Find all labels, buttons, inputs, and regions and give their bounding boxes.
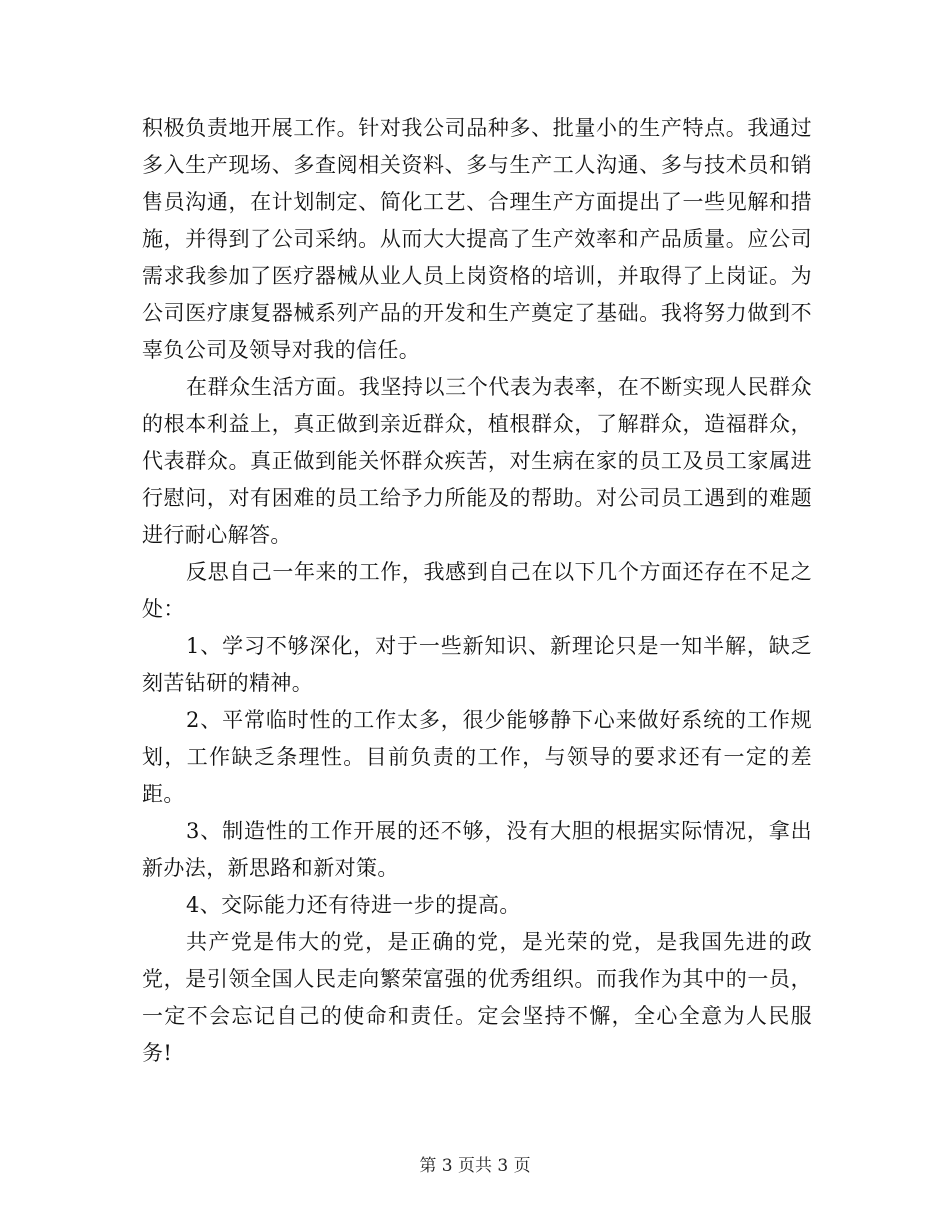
- page-footer-number: 第 3 页共 3 页: [419, 1156, 531, 1176]
- paragraph-work-performance: 积极负责地开展工作。针对我公司品种多、批量小的生产特点。我通过多入生产现场、多查阅相关资料、多与生产工人沟通、多与技术员和销售员沟通，在计划制定、简化工艺、合理生产方面提出了一些见解和措施，并得到了公司采纳。从而大大提高了生产效率和产品质量。应公司需求我参加了医疗器械从业人员上岗资格的培训，并取得了上岗证。为公司医疗康复器械系列产品的开发和生产奠定了基础。我将努力做到不辜负公司及领导对我的信任。: [142, 116, 812, 362]
- list-item-shortcoming-4: 4、交际能力还有待进一步的提高。: [186, 893, 521, 917]
- list-item-shortcoming-2: 2、平常临时性的工作太多，很少能够静下心来做好系统的工作规划，工作缺乏条理性。目前负责的工作，与领导的要求还有一定的差距。: [142, 708, 812, 806]
- paragraph-conclusion: 共产党是伟大的党，是正确的党，是光荣的党，是我国先进的政党，是引领全国人民走向繁荣富强的优秀组织。而我作为其中的一员，一定不会忘记自己的使命和责任。定会坚持不懈，全心全意为人民服务!: [142, 930, 812, 1065]
- list-item-shortcoming-3: 3、制造性的工作开展的还不够，没有大胆的根据实际情况，拿出新办法，新思路和新对策。: [142, 819, 812, 880]
- paragraph-reflection-intro: 反思自己一年来的工作，我感到自己在以下几个方面还存在不足之处：: [142, 560, 812, 621]
- document-body: [142, 110, 812, 1072]
- list-item-shortcoming-1: 1、学习不够深化，对于一些新知识、新理论只是一知半解，缺乏刻苦钻研的精神。: [142, 634, 812, 695]
- paragraph-mass-life: 在群众生活方面。我坚持以三个代表为表率，在不断实现人民群众的根本利益上，真正做到亲近群众，植根群众，了解群众，造福群众，代表群众。真正做到能关怀群众疾苦，对生病在家的员工及员工家属进行慰问，对有困难的员工给予力所能及的帮助。对公司员工遇到的难题进行耐心解答。: [142, 375, 812, 547]
